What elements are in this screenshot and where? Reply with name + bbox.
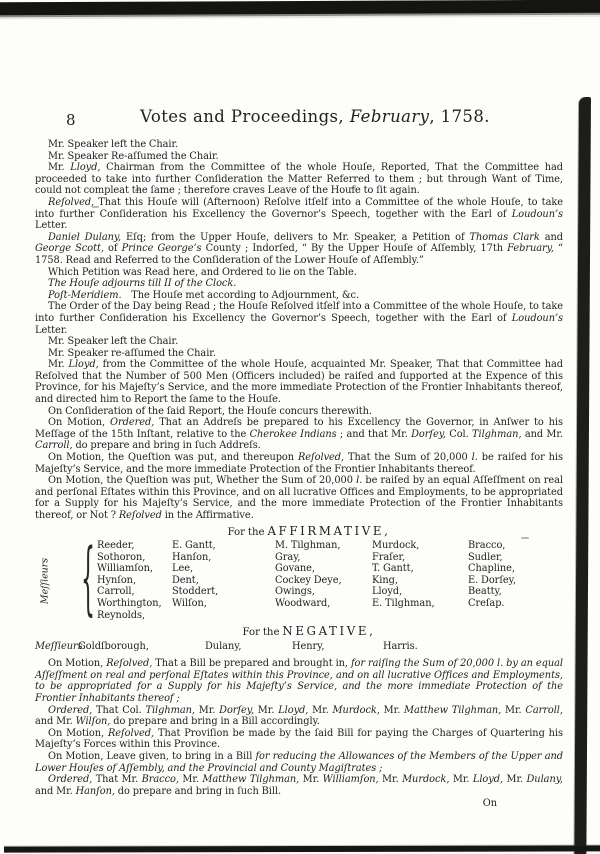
text-run: from the Committee of the whole Houſe, acquainted Mr. Speaker, That that Committee had Reſolved that the Number of 500 Men (Officers included) be raiſed and ſupported at the Expence of this Province, for his Majeſty’s Service, and the more immediate Protection of the Frontier Inhabitants thereof, and directed him to Report the ſame to the Houſe. [35,359,563,406]
text-run-italic: Poſt-Meridiem. [48,289,122,301]
text-run-italic: Loudoun’s [511,312,563,324]
heading-word: NEGATIVE, [282,624,376,639]
messieurs-label-vertical: Meſſieurs [39,558,51,605]
text-run: On Motion, Leave given, to bring in a Bill [48,750,256,762]
text-run: That a Bill be prepared and brought in, [152,658,351,670]
heading-word: AFFIRMATIVE, [267,523,391,538]
vote-name: Murdock, [372,540,420,552]
text-run: Mr. [503,774,527,786]
paragraph [35,267,563,279]
paragraph [35,151,563,163]
vote-column [468,540,516,621]
vote-name: Chapline, [468,563,515,575]
vote-name: Sudler, [468,551,503,563]
vote-name: Lloyd, [372,586,403,598]
text-run: and Mr. [35,785,76,797]
text-run: Eſq; from the Upper Houſe, delivers to Mr. Speaker, a Petition of [121,231,470,243]
heading-prefix: For the [242,627,283,639]
affirmative-heading [35,525,563,540]
text-run-italic: Thomas Clark [469,231,540,243]
text-run-italic: Dorſey, [411,428,446,440]
text-run: That an Addreſs be prepared to his Excellency the Governor, in Anſwer to his Meſſage of the 15th Inſtant, relative to the [35,417,563,440]
text-run: be raiſed by an equal Aſſeſſment on real and perſonal Eſtates within this Province, and on all lucrative Offices and Employments, to be appropriated for a Supply for his Majeſty’s Service, and the more immediate Protection of the Frontier Inhabitants thereof, or Not ? [35,475,563,521]
paragraph [35,348,563,360]
vote-name: Dent, [172,574,199,586]
text-run: Which Petition was Read here, and Ordered to lie on the Table. [48,266,357,278]
negative-row [35,641,563,653]
text-run: That the Sum of 20,000 [344,452,472,464]
page-title [110,107,520,126]
text-run: Mr. Speaker left the Chair. [48,336,179,348]
vote-name: Owings, [275,586,315,598]
title-run: , 1758. [429,107,490,126]
vote-name: E. Dorſey, [468,574,516,586]
text-run: On Motion, [48,727,108,739]
text-run-italic: Tilghman, [145,704,195,716]
vote-name: Wilſon, [172,598,207,610]
text-run: do prepare and bring in a Bill accordingly. [110,716,320,728]
text-run: Mr. [254,704,279,716]
text-run-italic: Loudoun’s [511,208,563,220]
vote-column [372,540,468,621]
negative-name: Henry, [292,640,325,652]
text-run-italic: Reſolved, [48,196,95,208]
paragraph [35,417,563,452]
page-number: 8 [66,111,76,129]
text-run-italic: Lloyd, [472,774,504,786]
vote-name: Stoddert, [172,586,219,598]
vote-name: Reeder, [97,540,135,552]
text-run-italic: The Houſe adjourns till II of the Clock. [48,278,237,290]
vote-column [275,540,372,621]
text-run: Mr. [299,774,323,786]
text-run: in the Affirmative. [161,510,254,521]
paragraph-group-top [35,139,563,522]
text-run-italic: Murdock, [332,704,380,716]
negative-name: Goldſborough, [78,640,149,652]
text-run: On Conſideration of the ſaid Report, the Houſe concurs therewith. [48,405,372,417]
text-run: be raiſed for his Majeſty’s Service, and the more immediate Protection of the Frontier Inhabitants thereof. [35,452,563,475]
text-run: On Motion, the Queſtion was put, Whether the Sum of 20,000 [48,475,357,487]
paragraph [35,197,563,232]
paragraph [35,475,563,521]
text-run: Mr. Speaker left the Chair. [48,139,179,150]
vote-name: Lee, [172,563,194,575]
text-run-italic: for raiſing the Sum of 20,000 l. by an equal Aſſeſſment on real and perſonal Eſtates within this Province, and on all lucrative Offices and Employments, to be appropriated for a Supply for his Majeſty’s Service, and the more immediate Protection of the Frontier Inhabitants thereof ; [35,658,563,704]
vote-column [97,540,172,621]
paragraph [35,406,563,418]
vote-name: Govane, [275,563,315,575]
text-run: Mr. [178,774,203,786]
text-run: Mr. [449,774,473,786]
text-run: That Mr. [92,774,142,786]
title-run: Votes and Proceedings, [140,107,350,126]
text-run-italic: Matthew Tilghman, [202,774,300,786]
text-run-italic: l. [356,475,363,487]
text-run: The Order of the Day being Read ; the Houſe Reſolved itſelf into a Committee of the whole Houſe, to take into further Conſideration his Excellency the Governor’s Speech, together with the Earl of [35,301,563,324]
text-run: Mr. Speaker Re-aſſumed the Chair. [48,150,219,162]
vote-name: E. Tilghman, [372,598,435,610]
paragraph [35,301,563,336]
heading-prefix: For the [227,526,268,538]
text-run-italic: George Scott, [35,243,104,255]
vote-name: Bracco, [468,540,506,552]
paragraph [35,336,563,348]
paragraph [35,774,563,797]
affirmative-vote-table [35,534,563,627]
text-run-italic: February, [507,243,554,255]
paragraph [35,290,563,302]
text-run-italic: Murdock, [402,774,450,786]
text-run: Mr. [378,774,403,786]
text-run-italic: Reſolved [118,510,162,521]
paragraph [35,751,563,774]
paragraph [35,162,563,197]
text-run: The Houſe met according to Adjournment, &c. [121,289,360,301]
text-run: On Motion, the Queſtion was put, and thereupon [48,452,298,464]
vote-name: Hanſon, [172,551,212,563]
text-run: Mr. [48,162,71,174]
paragraph [35,705,563,728]
vote-name: Fraſer, [372,551,406,563]
text-run-italic: Dorſey, [219,704,255,716]
text-run: do prepare and bring in ſuch Bill. [114,785,282,797]
negative-name: Dulany, [205,640,242,652]
text-run: Mr. [501,704,526,716]
vote-name: E. Gantt, [172,540,216,552]
text-run-italic: Cherokee Indians [249,428,337,440]
vote-name: Reynolds, [97,609,146,621]
text-run-italic: Daniel Dulany, [48,231,122,243]
text-run-italic: Lloyd, [70,162,101,174]
text-run-italic: Matthew Tilghman, [404,704,502,716]
vote-name: Sothoron, [97,551,146,563]
vote-name: Beatty, [468,586,502,598]
text-run-italic: l. [471,452,478,464]
text-run: That this Houſe will (Afternoon) Reſolve itſelf into a Committee of the whole Houſe, to take into further Conſideration his Excellency the Governor’s Speech, together with the Earl of [35,196,563,220]
curly-brace-icon: { [81,534,96,627]
vote-column [172,540,275,621]
scan-artifact-right-edge [574,97,591,854]
vote-name: Worthington, [97,598,162,610]
text-run-italic: Reſolved, [106,658,153,670]
text-run: ; and that Mr. [336,428,412,440]
text-run: On Motion, [48,417,111,429]
paragraph [35,232,563,267]
text-run: of [103,243,122,255]
text-run: Letter. [35,324,68,336]
text-run-italic: Lloyd, [278,704,309,716]
text-run-italic: Wilſon, [75,716,111,728]
text-run: That Col. [92,704,146,716]
text-run: and Mr. [35,716,76,728]
page-header [0,107,600,133]
scan-artifact-top-edge [0,0,600,15]
paragraph [35,278,563,290]
text-run: and [539,231,563,243]
text-run-italic: Williamſon, [322,774,379,786]
text-run-italic: Ordered, [48,704,93,716]
vote-name: T. Gantt, [372,563,414,575]
paragraph [35,452,563,475]
title-run-italic: February [349,107,430,126]
text-run-italic: Reſolved, [107,727,155,739]
paragraph [35,728,563,751]
scan-artifact-bottom-edge [4,845,600,852]
text-run: Letter. [35,220,68,232]
vote-name: Creſap. [468,598,505,610]
text-run-italic: Hanſon, [75,785,115,797]
text-run: County ; Indorſed, “ By the Upper Houſe of Aſſembly, 17th [201,243,508,255]
text-run: Mr. [308,704,333,716]
text-run: Mr. [48,359,69,371]
text-run-italic: Lloyd, [68,359,99,371]
text-run-italic: Ordered, [48,774,93,786]
text-run-italic: Bracco, [141,774,179,786]
text-run-italic: for reducing the Allowances of the Members of the Upper and Lower Houſes of Aſſembly, and the Provincial and County Magiſtrates ; [35,750,563,774]
text-run-italic: Prince George’s [121,243,202,255]
text-run: That Proviſion be made by the ſaid Bill for paying the Charges of Quartering his Majeſty’s Forces within this Province. [35,727,563,751]
text-run-italic: Carroll, [525,704,563,716]
negative-heading [35,625,563,640]
text-body [35,139,563,810]
text-run: On Motion, [48,658,107,670]
text-run-italic: Tilghman, [472,428,522,440]
negative-name: Harris. [383,640,418,652]
text-run: “ 1758. Read and Referred to the Conſideration of the Lower Houſe of Aſſembly.” [35,243,564,266]
catchword: On [482,798,497,810]
vote-name: Cockey Deye, [275,574,342,586]
paragraph [35,139,563,151]
vote-name: Carroll, [97,586,135,598]
text-run-italic: Reſolved, [297,452,345,464]
text-run-italic: Carroll, [35,440,73,452]
paragraph [35,359,563,405]
catchword-row [35,798,563,810]
text-run: Chairman from the Committee of the whole Houſe, Reported, That the Committee had proceeded to take into further Conſideration the Matter Referred to them ; but through Want of Time, could not compleat the ſame ; therefore craves Leave of the Houſe to ſit again. [35,162,563,197]
text-run: do prepare and bring in ſuch Addreſs. [72,440,261,452]
vote-name: Woodward, [275,598,331,610]
vote-name: Hynſon, [97,574,136,586]
text-run-italic: Ordered, [110,417,155,429]
paragraph-group-bottom [35,658,563,797]
vote-name: Gray, [275,551,301,563]
messieurs-label: Meſſieurs [35,640,83,652]
text-run: and Mr. [521,428,564,440]
vote-name: King, [372,574,398,586]
paragraph [35,658,563,704]
vote-columns [97,540,563,621]
text-run: Mr. Speaker re-aſſumed the Chair. [48,347,216,359]
text-run-italic: Dulany, [526,774,563,786]
vote-name: Williamſon, [97,563,153,575]
text-run: Mr. [194,704,220,716]
text-run: Col. [445,428,473,440]
vote-name: M. Tilghman, [275,540,341,552]
text-run: Mr. [379,704,405,716]
